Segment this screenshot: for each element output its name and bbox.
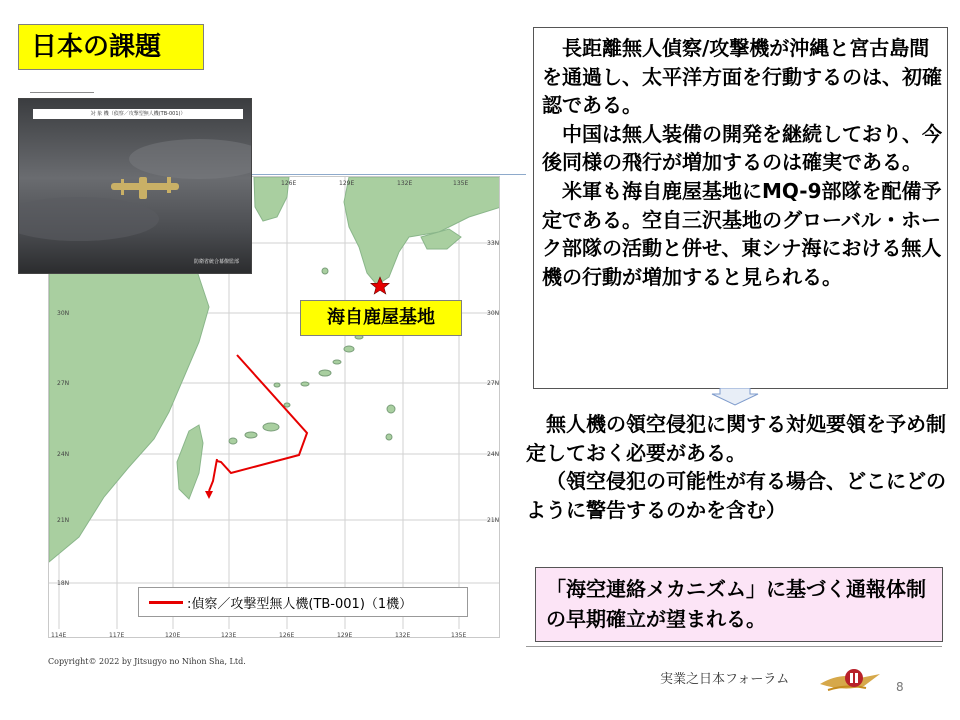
legend-text: :偵察／攻撃型無人機(TB-001)（1機） <box>187 597 413 612</box>
recommendation-text: 「海空連絡メカニズム」に基づく通報体制の早期確立が望まれる。 <box>546 577 926 631</box>
photo-rule <box>30 92 94 93</box>
base-star-icon <box>370 276 390 296</box>
top-lon-label: 126E <box>281 180 297 187</box>
lat-label: 30N <box>487 310 500 317</box>
japan-landmass <box>344 177 500 285</box>
conclusion-note: （領空侵犯の可能性が有る場合、どこにどのように警告するのかを含む） <box>526 469 946 522</box>
analysis-paragraph: 中国は無人装備の開発を継続しており、今後同様の飛行が増加するのは確実である。 <box>542 121 942 175</box>
footer-rule <box>526 646 942 647</box>
publisher-name: 実業之日本フォーラム <box>660 672 790 687</box>
drone-route <box>217 355 307 473</box>
taiwan-landmass <box>177 425 203 499</box>
page-number: 8 <box>896 680 904 694</box>
lon-label: 129E <box>337 632 353 638</box>
lon-label: 126E <box>279 632 295 638</box>
top-lon-label: 132E <box>397 180 413 187</box>
slide-title: 日本の課題 <box>18 24 204 70</box>
top-lon-label: 135E <box>453 180 469 187</box>
conclusion-text <box>526 410 950 524</box>
lat-label: 33N <box>487 240 500 247</box>
top-lon-label: 129E <box>339 180 355 187</box>
lon-label: 114E <box>51 632 67 638</box>
lat-label: 27N <box>487 380 500 387</box>
route-arrowhead <box>205 491 213 499</box>
lat-label: 24N <box>487 451 500 458</box>
lat-label: 18N <box>57 580 70 587</box>
lon-label: 132E <box>395 632 411 638</box>
analysis-text-box <box>533 27 948 389</box>
analysis-paragraph: 米軍も海自鹿屋基地にMQ-9部隊を配備予定である。空自三沢基地のグローバル・ホーク部隊の活動と併せ、東シナ海における無人機の行動が増加すると見られる。 <box>542 178 942 289</box>
lat-label: 21N <box>487 517 500 524</box>
analysis-paragraph: 長距離無人偵察/攻撃機が沖縄と宮古島間を通過し、太平洋方面を行動するのは、初確認である。 <box>542 36 942 118</box>
copyright-text: Copyright© 2022 by Jitsugyo no Nihon Sha, Ltd. <box>48 657 246 666</box>
map-top-rule <box>250 174 526 175</box>
recommendation-box <box>535 567 943 642</box>
legend-route-swatch <box>149 601 183 604</box>
photo-image <box>19 99 252 274</box>
lon-label: 120E <box>165 632 181 638</box>
drone-route-return <box>209 459 217 491</box>
publisher-logo-icon <box>820 664 882 698</box>
down-arrow-icon <box>710 388 760 406</box>
drone-photo <box>18 98 252 274</box>
lon-label: 123E <box>221 632 237 638</box>
bottom-lon-labels <box>51 632 466 638</box>
conclusion-line: 無人機の領空侵犯に関する対処要領を予め制定しておく必要がある。 <box>526 412 946 465</box>
map-legend <box>138 587 468 617</box>
lon-label: 135E <box>451 632 467 638</box>
photo-header: 対 象 機（偵察／攻撃型無人機(TB-001)） <box>33 109 243 119</box>
photo-credit: 防衛省統合幕僚監部 <box>193 259 239 265</box>
lat-label: 27N <box>57 380 70 387</box>
lat-label: 30N <box>57 310 70 317</box>
lon-label: 117E <box>109 632 125 638</box>
lat-label: 24N <box>57 451 70 458</box>
lat-label: 21N <box>57 517 70 524</box>
base-label: 海自鹿屋基地 <box>300 300 462 336</box>
